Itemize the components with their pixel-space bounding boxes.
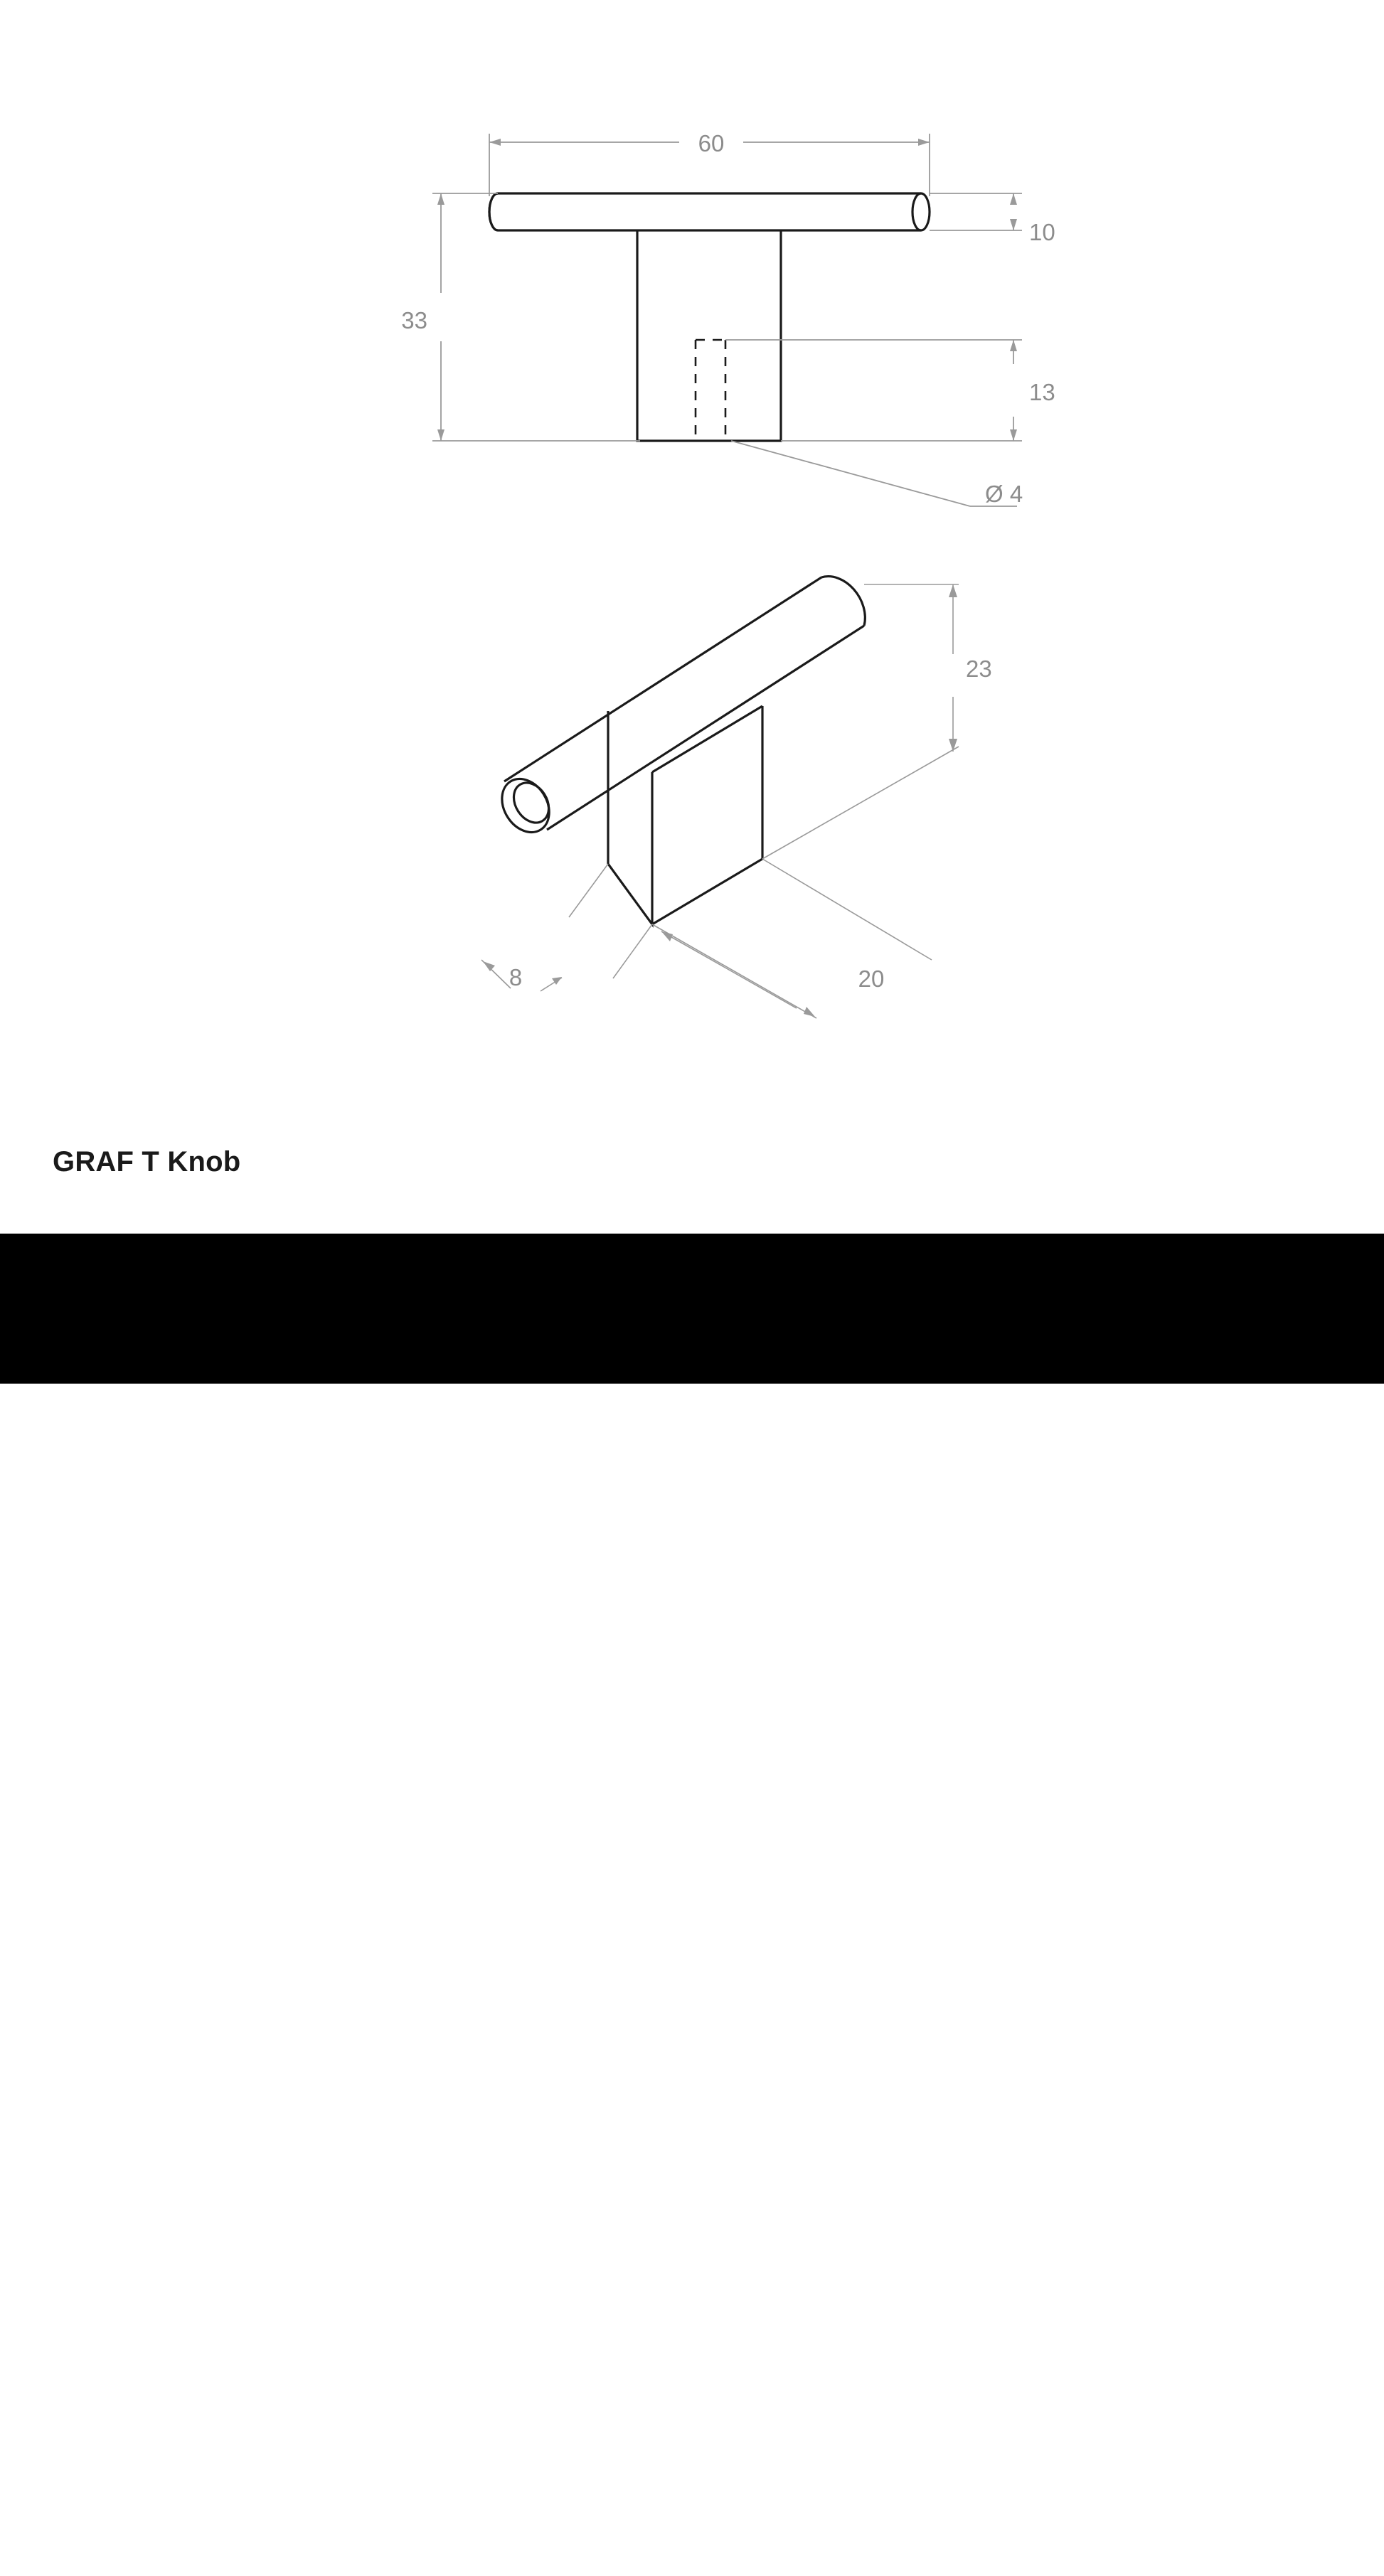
- iso-knob-outline: [492, 577, 865, 924]
- buildmat-wordmark: BUILDMAT: [122, 2526, 353, 2562]
- momo-wordmark: MOMO: [1156, 2511, 1286, 2554]
- dimension-20: [652, 859, 932, 1018]
- isometric-view: [481, 577, 992, 1018]
- dimension-13: [725, 340, 1022, 441]
- dimension-label-10: 10: [1029, 219, 1055, 245]
- footer-bar: [0, 1234, 1384, 2575]
- front-elevation-view: [401, 130, 1055, 507]
- buildmat-mark-icon: [53, 2522, 104, 2566]
- knob-post-outline: [637, 230, 781, 441]
- momo-sub-wordmark: HANDLES: [1170, 2559, 1272, 2575]
- dimension-label-33: 33: [401, 307, 427, 333]
- dimension-label-60: 60: [698, 130, 725, 156]
- dimension-label-diameter-4: Ø 4: [985, 481, 1023, 507]
- buildmat-logo: [53, 2522, 353, 2566]
- technical-drawing: [0, 0, 1384, 1209]
- diameter-leader-line: [731, 441, 1017, 506]
- dimension-label-8: 8: [509, 964, 523, 990]
- dimension-8: [481, 864, 652, 991]
- dimension-label-23: 23: [966, 656, 992, 682]
- dimension-23: [762, 584, 959, 859]
- screw-hole-hidden-lines: [696, 340, 725, 441]
- dimension-label-13: 13: [1029, 379, 1055, 405]
- dimension-label-20: 20: [858, 966, 885, 992]
- page-title: GRAF T Knob: [53, 1146, 241, 1177]
- knob-bar-outline: [489, 193, 930, 230]
- dimension-10: [930, 193, 1022, 230]
- momo-handles-logo: [1111, 2513, 1331, 2576]
